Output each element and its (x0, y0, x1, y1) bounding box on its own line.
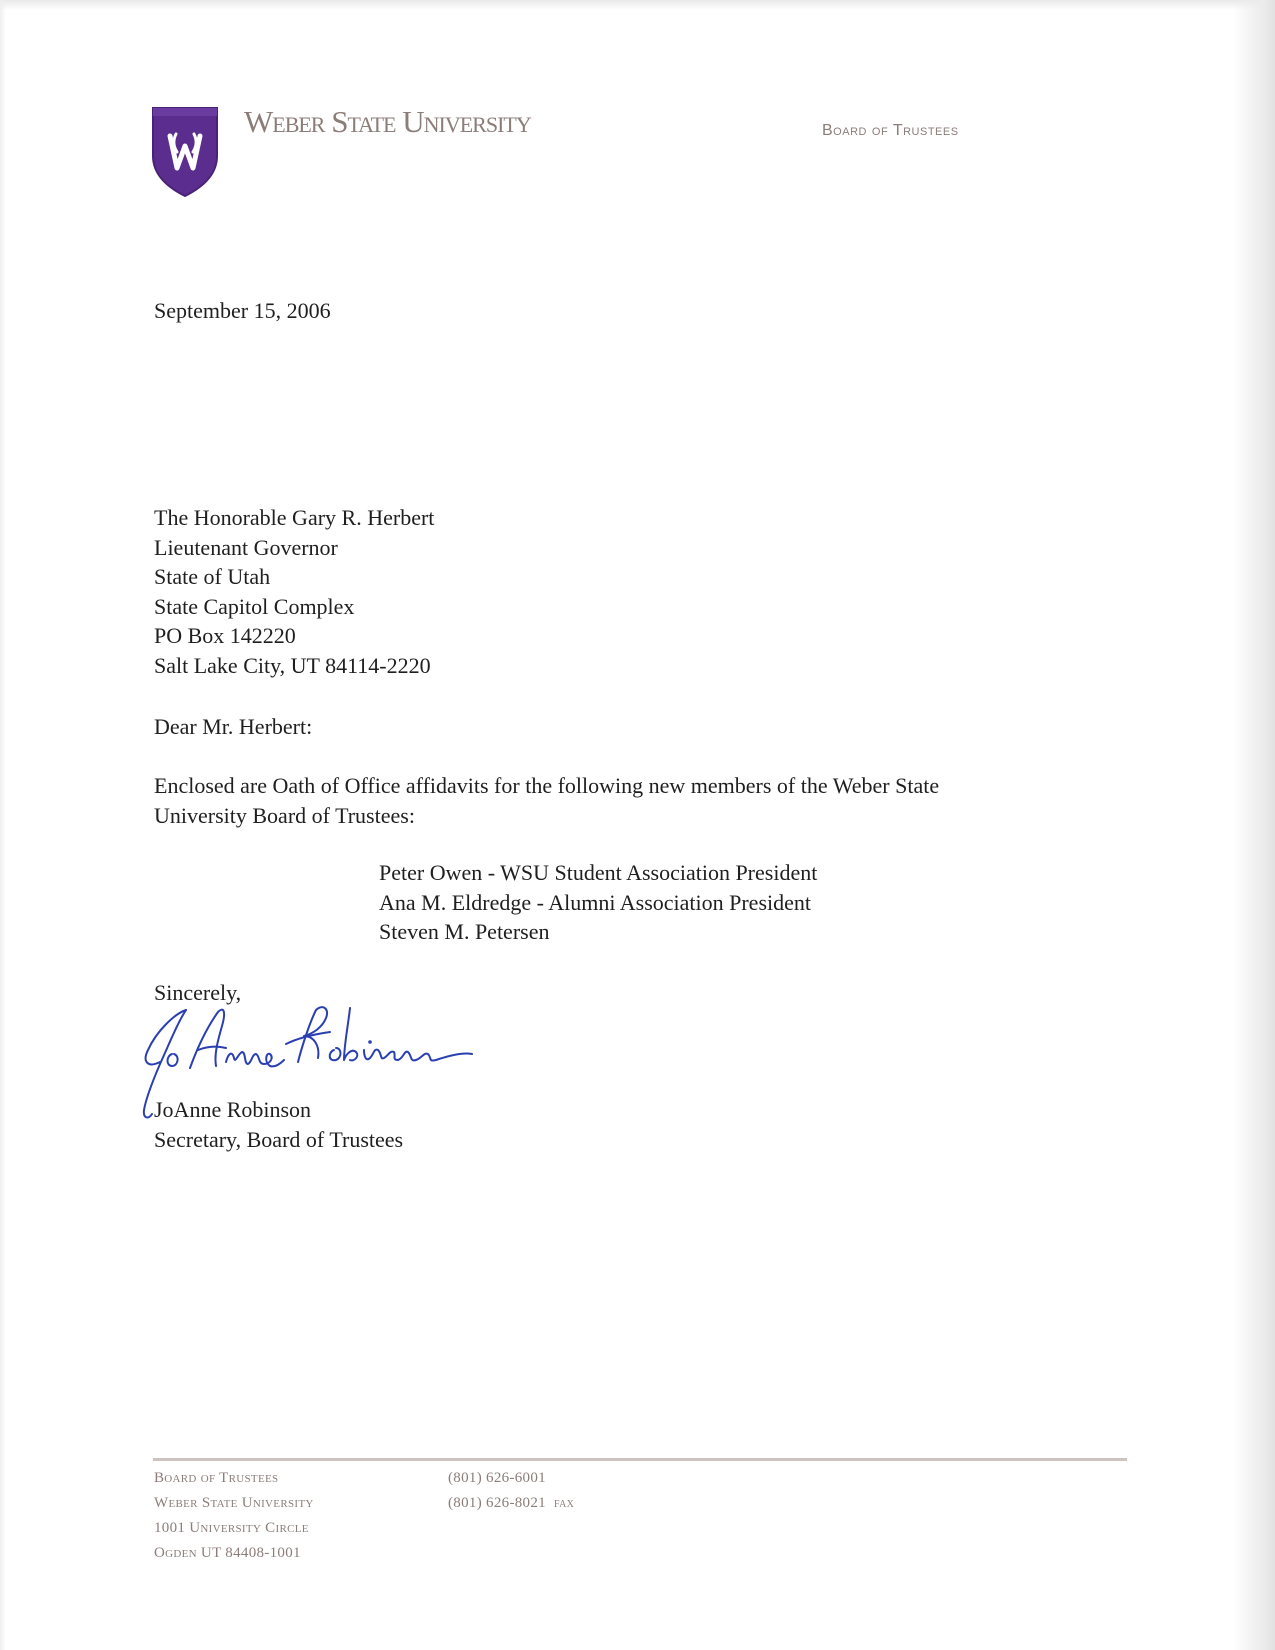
university-name: Weber State University (244, 104, 531, 139)
recipient-line: Salt Lake City, UT 84114-2220 (154, 652, 431, 678)
closing: Sincerely, (154, 980, 242, 1005)
recipient-line: The Honorable Gary R. Herbert (154, 505, 435, 530)
member-item: Steven M. Petersen (379, 919, 550, 944)
recipient-address (154, 503, 434, 680)
footer-phone: (801) 626-6001 (448, 1470, 546, 1486)
recipient-line: State Capitol Complex (154, 593, 355, 619)
recipient-line: PO Box 142220 (154, 623, 296, 648)
university-shield-logo-icon (151, 106, 219, 198)
footer-address (154, 1466, 314, 1566)
footer-contact (448, 1466, 574, 1516)
footer-address-line: 1001 University Circle (154, 1520, 309, 1536)
body-line: Enclosed are Oath of Office affidavits for the following new members of the Weber State (154, 773, 940, 798)
signer-block (154, 1095, 403, 1154)
body-paragraph (154, 771, 939, 831)
signer-title: Secretary, Board of Trustees (154, 1126, 404, 1152)
footer-fax-number: (801) 626-8021 (448, 1495, 546, 1511)
footer-fax-label: fax (554, 1496, 575, 1511)
scan-edge-right (1233, 0, 1275, 1650)
footer-address-line: Weber State University (154, 1495, 314, 1511)
body-line: University Board of Trustees: (154, 803, 415, 828)
office-heading: Board of Trustees (822, 122, 959, 139)
footer-address-line: Board of Trustees (154, 1470, 279, 1486)
footer-address-line: Ogden UT 84408-1001 (154, 1545, 301, 1561)
letter-date: September 15, 2006 (154, 298, 331, 323)
member-item: Ana M. Eldredge - Alumni Association President (379, 889, 811, 915)
scan-edge-top (0, 0, 1275, 10)
salutation: Dear Mr. Herbert: (154, 714, 313, 739)
footer-fax-line (448, 1491, 574, 1516)
footer-divider (153, 1458, 1127, 1461)
recipient-line: State of Utah (154, 564, 271, 589)
signer-name: JoAnne Robinson (154, 1097, 312, 1122)
members-list (379, 858, 817, 947)
scan-edge-left (0, 0, 6, 1650)
member-item: Peter Owen - WSU Student Association President (379, 860, 818, 885)
recipient-line: Lieutenant Governor (154, 534, 338, 560)
